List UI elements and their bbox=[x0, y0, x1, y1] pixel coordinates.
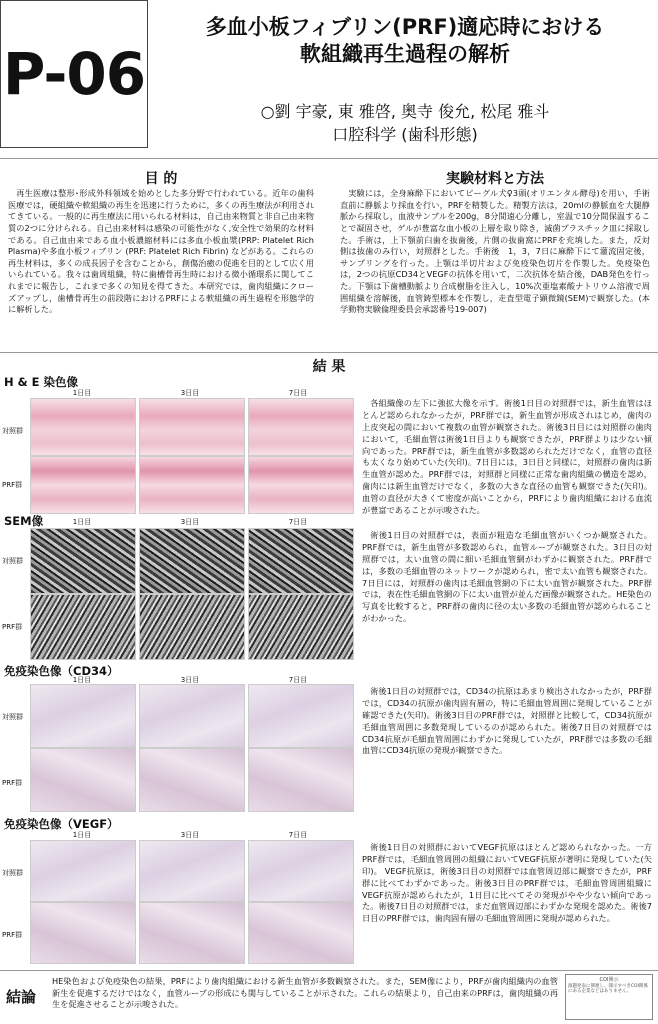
he-day-1: 1日目 bbox=[72, 389, 92, 397]
he-group-prf: PRF群 bbox=[2, 481, 23, 489]
sem-day-3: 3日目 bbox=[180, 518, 200, 526]
coi-box bbox=[565, 974, 653, 1020]
cd34-heading: 免疫染色像（CD34） bbox=[4, 664, 119, 678]
he-day-7: 7日目 bbox=[288, 389, 308, 397]
sem-control-day1-image bbox=[30, 528, 136, 594]
he-prf-day3-image bbox=[139, 456, 245, 514]
vegf-control-day7-image bbox=[248, 840, 354, 902]
cd34-day-1: 1日目 bbox=[72, 676, 92, 684]
he-text: 各組織像の左下に強拡大像を示す。術後1日目の対照群では，新生血管はほとんど認められなかったが，PRF群では，新生血管が形成されはじめ，歯肉の上皮突起の間において複数の血管が観察された。術後3日目には対照群の歯肉において，毛細血管は術後1日目よりも観察できたが，PRF群よりは少ない傾向であった。PRF群では，新生血管が多数認められただけでなく，血管の直径も太くなり始めていた(矢印)。7日目には，3日目と同様に，対照群の歯肉は新生血管が認めた。PRF群では，対照群と同様に正常な歯肉組織の構造を認め，歯肉には新生血管だけでなく，多数の大きな直径の血管も観察できた(矢印)。 血管の直径が大きくて密度が高いことから，PRFにより歯肉組織における血流が豊富であることが示唆された。 bbox=[362, 398, 652, 516]
cd34-day-7: 7日目 bbox=[288, 676, 308, 684]
sem-group-control: 対照群 bbox=[2, 557, 23, 565]
he-control-day3-image bbox=[139, 398, 245, 456]
vegf-day-7: 7日目 bbox=[288, 831, 308, 839]
cd34-group-control: 対照群 bbox=[2, 713, 23, 721]
cd34-day-3: 3日目 bbox=[180, 676, 200, 684]
sem-prf-day1-image bbox=[30, 594, 136, 660]
sem-day-1: 1日目 bbox=[72, 518, 92, 526]
he-control-day7-image bbox=[248, 398, 354, 456]
vegf-group-prf: PRF群 bbox=[2, 931, 23, 939]
cd34-prf-day1-image bbox=[30, 748, 136, 812]
methods-heading: 実験材料と方法 bbox=[446, 171, 544, 187]
purpose-text: 再生医療は整形･形成外科領域を始めとした多分野で行われている。近年の歯科医療では，硬組織や軟組織の再生を迅速に行うために，多くの再生療法が利用されてきている。一般的に再生療法に用いられる材料は，自己由来物質と非自己由来物質の2つに分けられる。自己由来材料は感染の可能性がなく,安全性で効果的な材料である。自己血由来である血小板濃縮材料には多血小板血漿(PRP: Platelet Rich Plasma)や多血小板フィブリン (PRF: Platelet Rich Fibrin) などがある。これらの再生材料は，多くの成長因子を含むことから，創傷治癒の促進を目的として広く用いられている。我々は歯周組織，特に歯槽骨再生時における微小循環系に関してこれまでに報告し，これまで多くの知見を得てきた。本研究では，歯肉組織にクローズアップし，歯槽骨再生の前段階におけるPRFによる軟組織の再生過程を形態学的に解析した。 bbox=[8, 188, 314, 315]
cd34-control-day1-image bbox=[30, 684, 136, 748]
vegf-control-day3-image bbox=[139, 840, 245, 902]
he-control-day1-image bbox=[30, 398, 136, 456]
conclusion-divider bbox=[0, 970, 658, 971]
vegf-control-day1-image bbox=[30, 840, 136, 902]
authors-block bbox=[160, 100, 650, 146]
cd34-control-day7-image bbox=[248, 684, 354, 748]
affiliation: 口腔科学 (歯科形態) bbox=[332, 125, 478, 145]
sem-control-day7-image bbox=[248, 528, 354, 594]
poster-title bbox=[160, 14, 650, 69]
vegf-text: 術後1日目の対照群においてVEGF抗原はほとんど認められなかった。一方PRF群では，毛細血管周囲の組織においてVEGF抗原が著明に発現していた(矢印)。 VEGF抗原は，術後3日目の対照群では血管周辺部に観察できたが，PRF群に比べてわずかであった。術後3日目のPRF群では，毛細血管周囲組織にVEGF抗原が認められたが，1日目に比べてその発現がやや少ない傾向であった。術後7日目の対照群では，まだ血管周辺部にわずかな発現を認めた。術後7日目のPRF群では，歯肉固有層の毛細血管周囲に発現が認められた。 bbox=[362, 842, 652, 924]
title-line-1: 多血小板フィブリン(PRF)適応時における bbox=[205, 15, 605, 39]
conclusion-heading: 結論 bbox=[6, 988, 37, 1006]
authors: ○劉 宇豪, 東 雅啓, 奥寺 俊允, 松尾 雅斗 bbox=[260, 102, 550, 121]
he-group-control: 対照群 bbox=[2, 427, 23, 435]
vegf-prf-day1-image bbox=[30, 902, 136, 964]
sem-text: 術後1日目の対照群では，表面が粗造な毛細血管がいくつか観察された。PRF群では，新生血管が多数認められ，血管ループが観察された。3日目の対照群では，太い血管の間に細い毛細血管網がわずかに観察された。PRF群では，多数の毛細血管のネットワークが認められ，密で太い血管も観察された。7日目には，対照群の歯肉は毛細血管網の下に太い血管が観察された。PRF群では，表在性毛細血管網の下に太い血管が並んだ画像が観察された。HE染色の写真を比較すると，PRF群の歯肉に径の太い多数の毛細血管が認められることがわかった。 bbox=[362, 530, 652, 624]
sem-heading: SEM像 bbox=[4, 514, 44, 528]
methods-text: 実験には，全身麻酔下においてビーグル犬♀3頭(オリエンタル酵母)を用い，手術直前に静脈より採血を行い，PRFを精製した。精製方法は，20mlの静脈血を大腿静脈から採取し，血液サンプルを200g，8分間遠心分離し，室温で10分間保温することで凝固させ，ゲルが豊富な血小板の上層を取り除き，滅菌プラスチック皿に採取した。手術は，上下顎前臼歯を抜歯後，片側の抜歯窩にPRFを充填した。また，反対側は抜歯のみ行い，対照群とした。手術後 1，3，7日に麻酔下にて灌流固定後，サンプリングを行った。上顎は半切片および免疫染色切片を作製した。免疫染色は，2つの抗原CD34とVEGFの抗体を用いて，二次抗体を結合後，DAB発色を行った。下顎は下歯槽動脈より合成樹脂を注入し，10%次亜塩素酸ナトリウム溶液で周囲組織を溶解後，血管鋳型標本を作製し，走査型電子顕微鏡(SEM)で観察した。(本学動物実験倫理委員会承認番号19-007) bbox=[340, 188, 650, 315]
sem-group-prf: PRF群 bbox=[2, 623, 23, 631]
results-heading: 結 果 bbox=[312, 359, 346, 375]
vegf-prf-day3-image bbox=[139, 902, 245, 964]
cd34-text: 術後1日目の対照群では，CD34の抗原はあまり検出されなかったが，PRF群では，CD34の抗原が歯肉固有層の，特に毛細血管周囲に発現していることが確認できた(矢印)。術後3日目のPRF群では，対照群と比較して，CD34抗原が毛細血管周囲に多数発現しているのが認められた。術後7日目の対照群ではCD34抗原が毛細血管周囲にわずかに発現していたが，PRF群では多数の毛細血管にCD34抗原の発現が観察できた。 bbox=[362, 686, 652, 756]
results-divider bbox=[0, 352, 658, 353]
vegf-heading: 免疫染色像（VEGF） bbox=[4, 817, 119, 831]
cd34-group-prf: PRF群 bbox=[2, 779, 23, 787]
vegf-prf-day7-image bbox=[248, 902, 354, 964]
title-line-2: 軟組織再生過程の解析 bbox=[300, 42, 510, 67]
poster-id: P-06 bbox=[0, 0, 148, 148]
sem-prf-day3-image bbox=[139, 594, 245, 660]
vegf-group-control: 対照群 bbox=[2, 869, 23, 877]
header-divider bbox=[0, 158, 658, 159]
he-prf-day1-image bbox=[30, 456, 136, 514]
cd34-prf-day3-image bbox=[139, 748, 245, 812]
cd34-control-day3-image bbox=[139, 684, 245, 748]
coi-title: COI開示 bbox=[599, 977, 619, 983]
he-prf-day7-image bbox=[248, 456, 354, 514]
purpose-heading: 目 的 bbox=[144, 171, 178, 187]
coi-text: 演題発表に関連し、開示すべきCOI関係にある企業などはありません。 bbox=[568, 983, 648, 995]
vegf-day-1: 1日目 bbox=[72, 831, 92, 839]
he-heading: H & E 染色像 bbox=[4, 375, 79, 389]
sem-day-7: 7日目 bbox=[288, 518, 308, 526]
cd34-prf-day7-image bbox=[248, 748, 354, 812]
conclusion-text: HE染色および免疫染色の結果，PRFにより歯肉組織における新生血管が多数観察された。また，SEM像により，PRFが歯肉組織内の血管新生を促進するだけではなく，血管ループの形成にも関与していることが示された。これらの結果より，自己由来のPRFは，歯肉組織の再生を促進させることが示唆された。 bbox=[52, 976, 559, 1010]
sem-control-day3-image bbox=[139, 528, 245, 594]
sem-prf-day7-image bbox=[248, 594, 354, 660]
he-day-3: 3日目 bbox=[180, 389, 200, 397]
vegf-day-3: 3日目 bbox=[180, 831, 200, 839]
